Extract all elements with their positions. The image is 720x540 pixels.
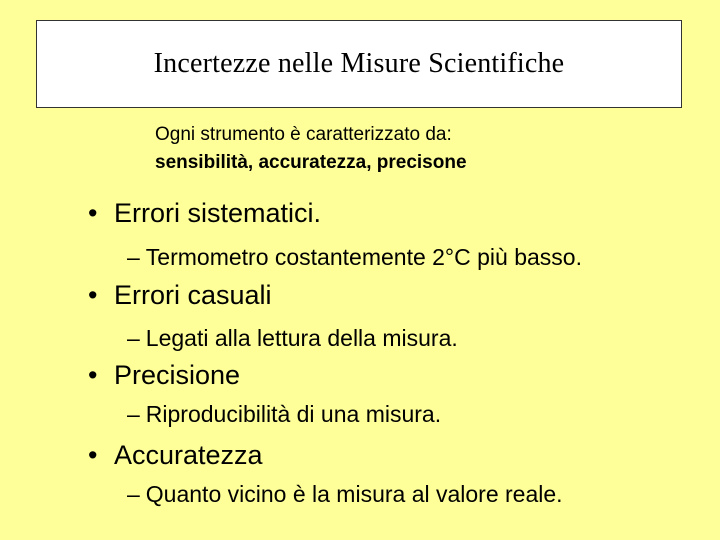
- intro-line-2: sensibilità, accuratezza, precisone: [155, 152, 467, 173]
- sub-item-riproducibilita: [127, 401, 441, 428]
- sub-label: Termometro costantemente 2°C più basso.: [145, 244, 582, 270]
- bullet-item-errori-sistematici: [88, 198, 321, 229]
- bullet-label: Precisione: [114, 360, 241, 390]
- sub-item-quanto-vicino: [127, 481, 563, 508]
- sub-label: Quanto vicino è la misura al valore reale.: [145, 481, 563, 507]
- bullet-marker: •: [88, 360, 98, 390]
- bullet-label: Accuratezza: [114, 440, 263, 470]
- sub-dash: –: [127, 401, 140, 427]
- bullet-item-errori-casuali: [88, 280, 272, 311]
- bullet-item-precisione: [88, 360, 240, 391]
- bullet-item-accuratezza: [88, 440, 263, 471]
- bullet-marker: •: [88, 440, 98, 470]
- sub-item-termometro: [127, 244, 582, 271]
- intro-line-1: Ogni strumento è caratterizzato da:: [155, 124, 452, 145]
- sub-label: Riproducibilità di una misura.: [145, 401, 442, 427]
- sub-dash: –: [127, 481, 140, 507]
- sub-dash: –: [127, 244, 140, 270]
- sub-label: Legati alla lettura della misura.: [145, 325, 458, 351]
- bullet-label: Errori casuali: [114, 280, 272, 310]
- sub-dash: –: [127, 325, 140, 351]
- sub-item-lettura: [127, 325, 458, 352]
- slide-title: Incertezze nelle Misure Scientifiche: [153, 48, 565, 79]
- bullet-label: Errori sistematici.: [114, 198, 322, 228]
- bullet-marker: •: [88, 280, 98, 310]
- bullet-marker: •: [88, 198, 98, 228]
